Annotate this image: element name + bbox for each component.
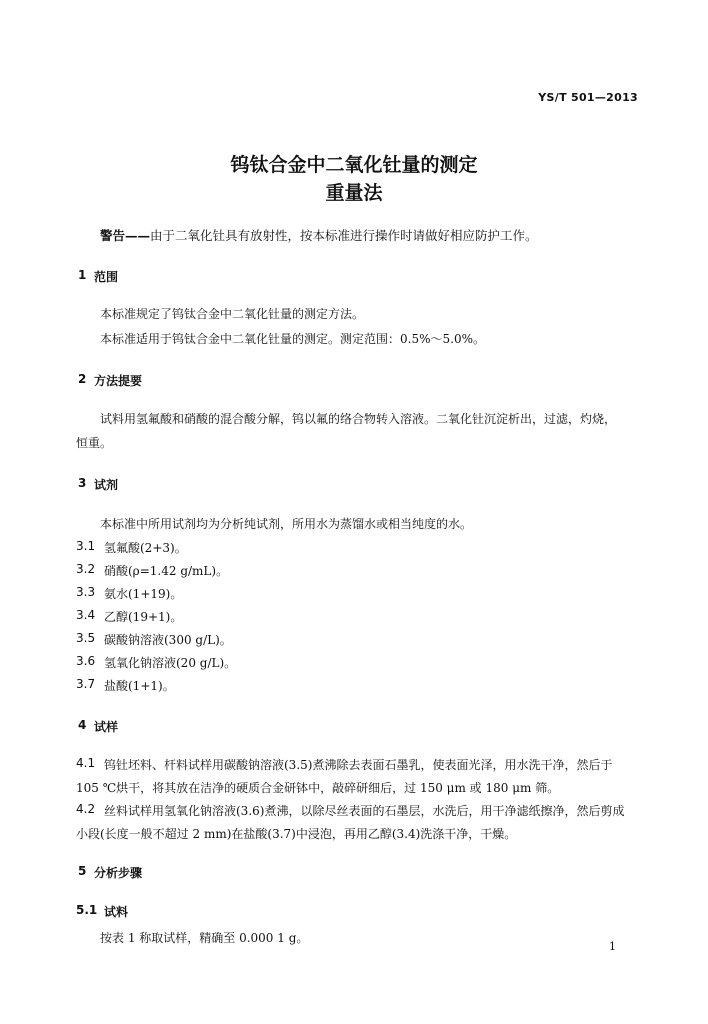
reagent-number: 3.7 xyxy=(76,677,96,691)
document-subtitle: 重量法 xyxy=(325,182,383,204)
section-3-title: 试剂 xyxy=(94,478,119,492)
clause-4-1-number: 4.1 xyxy=(76,756,96,770)
section-4-number: 4 xyxy=(78,718,87,732)
section-5-number: 5 xyxy=(78,864,87,878)
reagent-number: 3.1 xyxy=(76,539,96,553)
reagent-number: 3.5 xyxy=(76,631,96,645)
section-1-para-2: 本标准适用于钨钛合金中二氧化钍量的测定。测定范围：0.5%～5.0%。 xyxy=(100,332,485,346)
reagent-text: 乙醇(19+1)。 xyxy=(104,610,183,624)
clause-4-1-line-1: 钨钍坯料、杆料试样用碳酸钠溶液(3.5)煮沸除去表面石墨乳，使表面光泽，用水洗干净，然后于 xyxy=(104,758,613,772)
section-2-para-line-2: 恒重。 xyxy=(76,436,113,450)
section-3-number: 3 xyxy=(78,476,87,490)
section-2-para-line-1: 试料用氢氟酸和硝酸的混合酸分解，钨以氟的络合物转入溶液。二氧化钍沉淀析出，过滤，灼烧， xyxy=(100,412,617,426)
warning-text: 由于二氧化钍具有放射性，按本标准进行操作时请做好相应防护工作。 xyxy=(150,228,538,243)
clause-5-1-para: 按表 1 称取试样，精确至 0.000 1 g。 xyxy=(100,931,309,945)
clause-4-2-line-1: 丝料试样用氢氧化钠溶液(3.6)煮沸，以除尽丝表面的石墨层，水洗后，用干净滤纸擦净，然后剪成 xyxy=(104,804,625,818)
section-2-number: 2 xyxy=(78,372,87,386)
document-title: 钨钛合金中二氧化钍量的测定 xyxy=(230,154,478,176)
reagent-text: 氢氟酸(2+3)。 xyxy=(104,541,187,555)
reagent-number: 3.4 xyxy=(76,608,96,622)
standard-number: YS/T 501—2013 xyxy=(538,91,638,104)
section-2-title: 方法提要 xyxy=(94,374,143,388)
clause-5-1-title: 试料 xyxy=(104,905,129,919)
reagent-number: 3.3 xyxy=(76,585,96,599)
clause-5-1-number: 5.1 xyxy=(76,903,98,917)
warning-label: 警告—— xyxy=(100,228,151,243)
reagent-text: 盐酸(1+1)。 xyxy=(104,679,175,693)
page-number: 1 xyxy=(609,940,616,953)
section-1-para-1: 本标准规定了钨钛合金中二氧化钍量的测定方法。 xyxy=(100,307,365,321)
reagent-text: 氨水(1+19)。 xyxy=(104,587,183,601)
clause-4-1-line-2: 105 ℃烘干，将其放在洁净的硬质合金研钵中，敲碎研细后，过 150 μm 或 180 μm 筛。 xyxy=(76,781,560,795)
reagent-text: 氢氧化钠溶液(20 g/L)。 xyxy=(104,656,237,670)
clause-4-2-line-2: 小段(长度一般不超过 2 mm)在盐酸(3.7)中浸泡，再用乙醇(3.4)洗涤干净，干燥。 xyxy=(76,827,517,841)
clause-4-2-number: 4.2 xyxy=(76,802,96,816)
section-5-title: 分析步骤 xyxy=(94,866,143,880)
section-3-intro: 本标准中所用试剂均为分析纯试剂，所用水为蒸馏水或相当纯度的水。 xyxy=(100,517,473,531)
reagent-text: 硝酸(ρ=1.42 g/mL)。 xyxy=(104,564,229,578)
section-4-title: 试样 xyxy=(94,720,119,734)
warning-statement xyxy=(100,226,538,244)
reagent-text: 碳酸钠溶液(300 g/L)。 xyxy=(104,633,232,647)
reagent-number: 3.2 xyxy=(76,562,96,576)
reagent-number: 3.6 xyxy=(76,654,96,668)
section-1-number: 1 xyxy=(78,268,87,282)
section-1-title: 范围 xyxy=(94,270,119,284)
